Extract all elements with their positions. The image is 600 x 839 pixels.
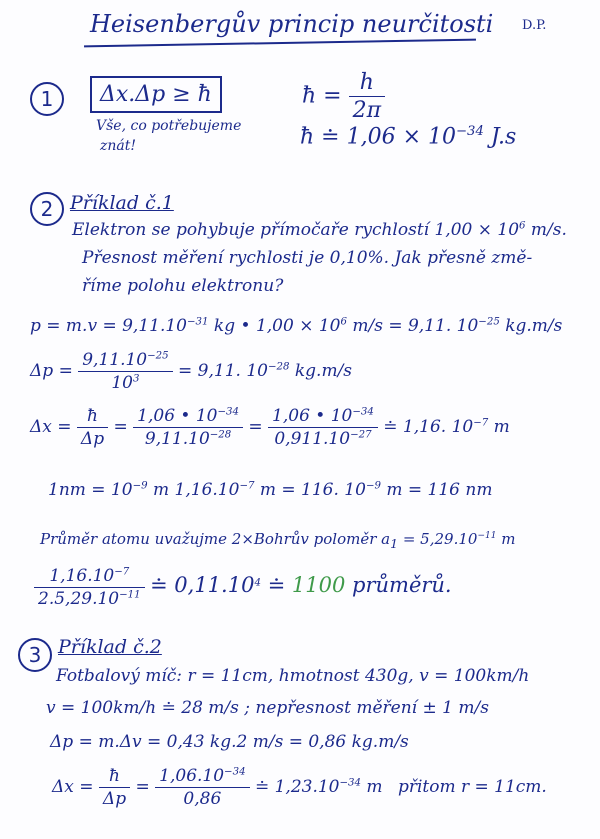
ratio-equation <box>34 566 452 609</box>
hbar-definition <box>302 70 385 123</box>
eq2-unit: kg.m/s <box>289 361 353 381</box>
hbar-def-fraction <box>349 70 385 123</box>
eq2-den-text: 10 <box>111 373 133 393</box>
momentum-equation <box>30 316 562 336</box>
eq3-eq-1: = <box>113 417 128 437</box>
ex2-f1-num: ħ <box>99 766 130 788</box>
delta-x-equation-1 <box>30 406 510 449</box>
ex2-f2-num-text: 1,06.10 <box>159 766 225 786</box>
eq2-left: Δp = <box>30 361 73 381</box>
example2-delta-x-equation <box>52 766 547 809</box>
eq4-exp3: −9 <box>365 480 381 492</box>
eq3-result-exp: −7 <box>473 417 489 429</box>
example2-heading: Příklad č.2 <box>58 636 162 658</box>
eq6-den-exp: −11 <box>119 589 141 601</box>
delta-p-equation <box>30 350 352 393</box>
eq3-f3-den-text: 0,911.10 <box>274 429 351 449</box>
nanometer-conversion <box>48 480 492 500</box>
eq6-c: průměrů. <box>345 573 452 597</box>
eq4-c: m = 116. 10 <box>254 480 366 500</box>
example1-heading: Příklad č.1 <box>70 192 174 214</box>
author-initials: D.P. <box>522 18 547 33</box>
example1-text-line-1 <box>72 220 567 240</box>
ex2-result-exp: −34 <box>339 777 361 789</box>
hbar-value <box>300 124 516 150</box>
eq2-fraction <box>78 350 172 393</box>
ex2-f2-den: 0,86 <box>183 789 222 809</box>
title-underline <box>84 39 476 48</box>
eq1-b: kg • 1,00 × 10 <box>208 316 341 336</box>
eq3-f3-den <box>268 428 378 449</box>
eq3-eq-2: = <box>248 417 263 437</box>
ex2-f2-num-exp: −34 <box>224 766 246 778</box>
eq6-num <box>34 566 145 588</box>
example2-line-2: v = 100km/h ≐ 28 m/s ; nepřesnost měření ± 1 m/s <box>46 698 489 718</box>
example2-line-3: Δp = m.Δv = 0,43 kg.2 m/s = 0,86 kg.m/s <box>50 732 409 752</box>
ex2-f2-num <box>155 766 249 788</box>
eq4-exp2: −7 <box>239 480 255 492</box>
page-title: Heisenbergův princip neurčitosti <box>90 10 494 38</box>
section-number-1: 1 <box>30 82 64 116</box>
eq3-f2-num-text: 1,06 • 10 <box>137 406 218 426</box>
note-line-1: Vše, co potřebujeme <box>96 118 242 134</box>
eq3-f2-num-exp: −34 <box>217 406 239 418</box>
eq5-sub: 1 <box>390 536 399 551</box>
example2-line-1: Fotbalový míč: r = 11cm, hmotnost 430g, v = 100km/h <box>56 666 530 686</box>
eq2-num-text: 9,11.10 <box>82 350 148 370</box>
eq3-f2-den <box>133 428 243 449</box>
hbar-def-num: h <box>349 70 385 97</box>
eq4-b: m 1,16.10 <box>147 480 240 500</box>
eq1-d: kg.m/s <box>499 316 563 336</box>
eq3-f2-den-text: 9,11.10 <box>144 429 210 449</box>
eq2-right: = 9,11. 10 <box>178 361 268 381</box>
text-line-1-b: m/s. <box>525 220 567 240</box>
eq6-green-result: 1100 <box>291 573 346 597</box>
eq3-fraction-2 <box>133 406 243 449</box>
example1-text-line-2: Přesnost měření rychlosti je 0,10%. Jak přesně změ- <box>82 248 533 268</box>
eq5-b: = 5,29.10 <box>398 530 478 548</box>
eq3-f3-num-exp: −34 <box>352 406 374 418</box>
eq3-fraction-3 <box>268 406 378 449</box>
eq2-den <box>78 372 172 393</box>
eq6-den <box>34 588 145 609</box>
eq3-f3-num-text: 1,06 • 10 <box>272 406 353 426</box>
eq3-f2-num <box>133 406 243 428</box>
hbar-def-den: 2π <box>352 98 382 123</box>
eq6-fraction <box>34 566 145 609</box>
hbar-value-exp: −34 <box>456 124 484 139</box>
eq3-f2-den-exp: −28 <box>209 429 232 441</box>
note-line-2: znát! <box>100 138 136 154</box>
eq3-result-unit: m <box>488 417 510 437</box>
eq4-exp1: −9 <box>132 480 148 492</box>
eq3-f1-den: Δp <box>80 429 105 449</box>
eq3-result: ≐ 1,16. 10 <box>383 417 474 437</box>
ex2-eq-sign: = <box>135 777 150 797</box>
ex2-note: přitom r = 11cm. <box>397 777 547 797</box>
eq5-c: m <box>496 530 516 548</box>
hbar-def-left: ħ = <box>302 83 342 109</box>
eq1-exp1: −31 <box>187 316 209 328</box>
eq1-a: p = m.v = 9,11.10 <box>30 316 188 336</box>
eq3-fraction-1 <box>77 406 108 449</box>
ex2-f1-den: Δp <box>102 789 127 809</box>
eq5-a: Průměr atomu uvažujme 2×Bohrův poloměr a <box>40 530 391 548</box>
eq6-exp: 4 <box>254 577 261 589</box>
ex2-result-unit: m <box>361 777 383 797</box>
eq3-left: Δx = <box>30 417 72 437</box>
eq6-num-text: 1,16.10 <box>49 566 115 586</box>
section-number-2: 2 <box>30 192 64 226</box>
eq2-num-exp: −25 <box>147 350 169 362</box>
eq4-a: 1nm = 10 <box>48 480 133 500</box>
atom-diameter-line <box>40 530 515 551</box>
eq6-b: ≐ <box>260 573 292 597</box>
ex2-eq-left: Δx = <box>52 777 94 797</box>
eq1-exp3: −25 <box>478 316 500 328</box>
eq1-c: m/s = 9,11. 10 <box>346 316 479 336</box>
example1-text-line-3: říme polohu elektronu? <box>82 276 284 296</box>
text-line-1-exp: 6 <box>519 220 526 232</box>
uncertainty-relation: Δx.Δp ≥ ħ <box>90 76 222 113</box>
eq6-a: ≐ 0,11.10 <box>150 573 255 597</box>
eq5-exp: −11 <box>477 531 497 542</box>
hbar-value-unit: J.s <box>483 124 517 150</box>
text-line-1-a: Elektron se pohybuje přímočaře rychlostí 1,00 × 10 <box>72 220 520 240</box>
eq2-right-exp: −28 <box>267 361 290 373</box>
eq3-f3-num <box>268 406 378 428</box>
eq1-exp2: 6 <box>340 316 347 328</box>
section-number-3: 3 <box>18 638 52 672</box>
eq6-num-exp: −7 <box>114 566 130 578</box>
hbar-value-prefix: ħ ≐ 1,06 × 10 <box>300 124 456 150</box>
eq6-den-text: 2.5,29.10 <box>38 589 120 609</box>
eq2-num <box>78 350 172 372</box>
eq4-d: m = 116 nm <box>380 480 493 500</box>
eq2-den-exp: 3 <box>132 373 140 385</box>
eq3-f1-num: ħ <box>77 406 108 428</box>
ex2-fraction-1 <box>99 766 130 809</box>
ex2-fraction-2 <box>155 766 249 809</box>
ex2-result: ≐ 1,23.10 <box>254 777 340 797</box>
eq3-f3-den-exp: −27 <box>350 429 372 441</box>
